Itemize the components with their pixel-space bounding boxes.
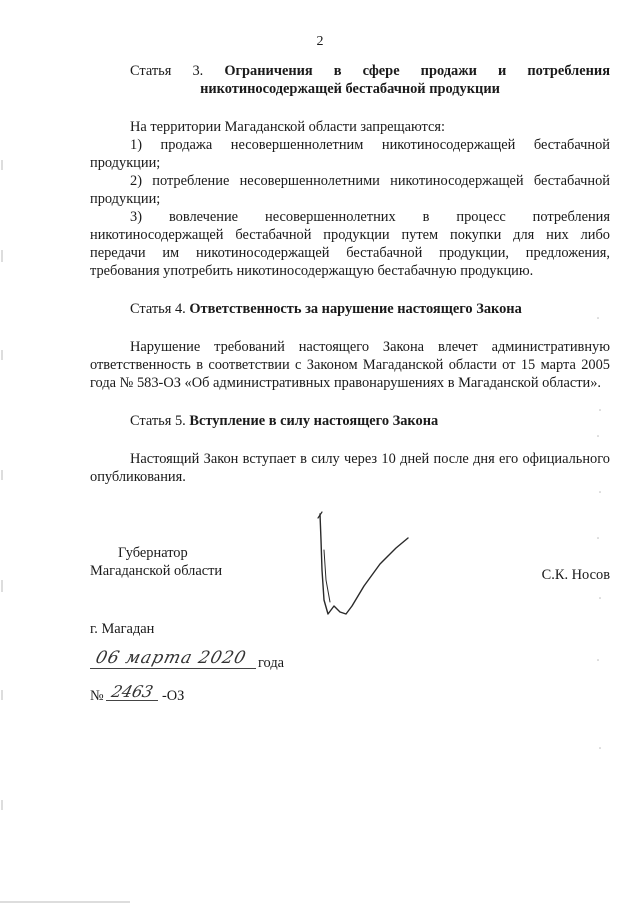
date-suffix: года — [258, 655, 285, 671]
article-3-item-1: 1) продажа несовершеннолетним никотиносодержащей бестабачной продукции; — [90, 137, 610, 171]
handwritten-law-number: 2463 — [109, 682, 156, 701]
article-4-title: Ответственность за нарушение настоящего Закона — [189, 301, 522, 317]
handwritten-date: 06 марта 2020 — [93, 648, 249, 668]
place-of-signing: г. Магадан — [90, 621, 155, 637]
number-sign: № — [90, 688, 104, 704]
article-5-label: Статья 5. — [130, 413, 186, 429]
signatory-title: Губернатор — [118, 545, 188, 561]
article-4-text: Нарушение требований настоящего Закона влечет административную ответственность в соответствии с Законом Магаданской области от 15 марта 2005 года № 583-ОЗ «Об административных правонарушениях в Магаданской области». — [90, 339, 610, 391]
article-3-title: Ограничения в сфере продажи и потребления никотиносодержащей бестабачной продукции — [200, 63, 610, 97]
signatory-name: С.К. Носов — [541, 567, 610, 583]
page-number: 2 — [316, 34, 324, 49]
law-number-suffix: -ОЗ — [162, 688, 185, 704]
signatory-region: Магаданской области — [90, 563, 223, 579]
article-3-label: Статья 3. — [130, 63, 204, 79]
article-3-item-3: 3) вовлечение несовершеннолетних в процесс потребления никотиносодержащей бестабачной продукции путем покупки для них либо передачи им никотиносодержащей бестабачной продукции, предложения, требования употребить никотиносодержащую бестабачную продукцию. — [90, 209, 610, 279]
article-3-intro: На территории Магаданской области запрещаются: — [130, 119, 446, 135]
article-4-label: Статья 4. — [130, 301, 186, 317]
article-5-title: Вступление в силу настоящего Закона — [189, 413, 439, 429]
article-5-text: Настоящий Закон вступает в силу через 10 дней после дня его официального опубликования. — [90, 451, 610, 485]
article-3-item-2: 2) потребление несовершеннолетними никотиносодержащей бестабачной продукции; — [90, 173, 610, 207]
